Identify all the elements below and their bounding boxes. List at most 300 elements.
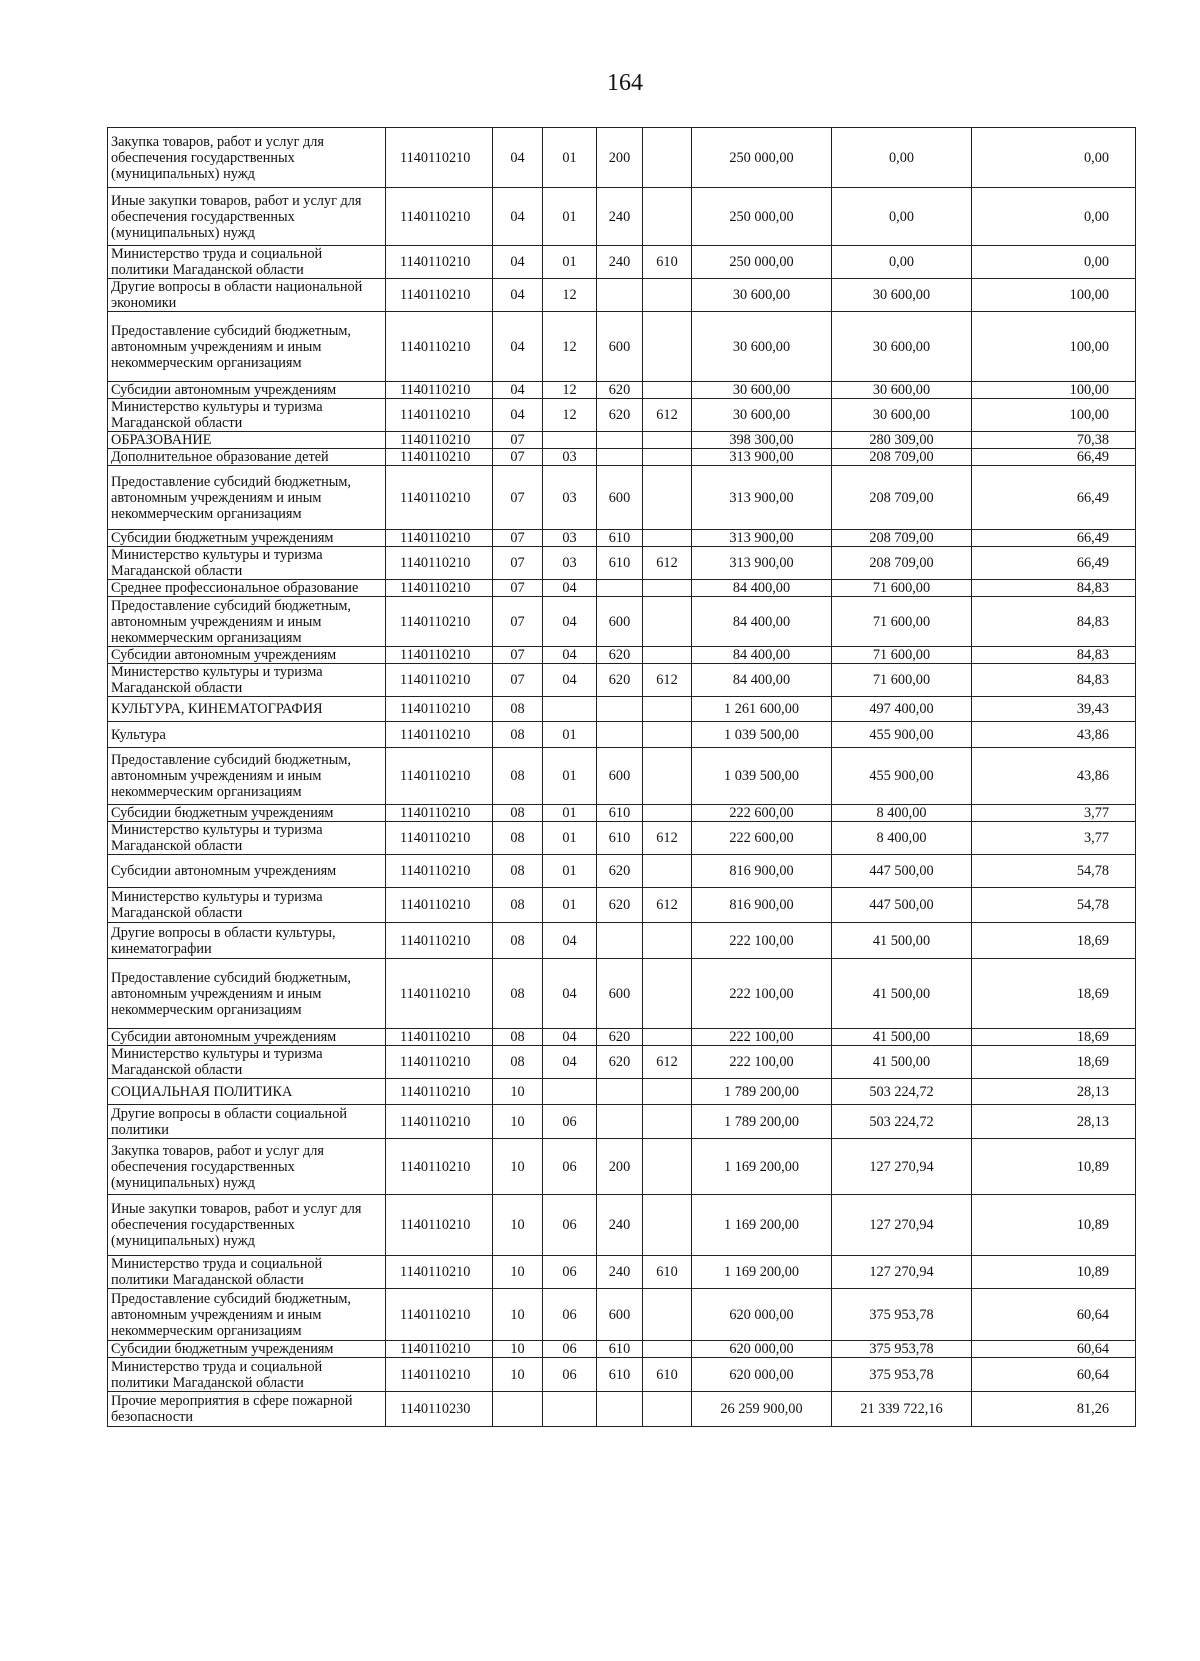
row-expense-type: 620 — [597, 888, 643, 923]
row-ministry-code — [643, 855, 692, 888]
row-code: 1140110210 — [386, 647, 493, 664]
table-row — [108, 1105, 1136, 1139]
row-percent: 39,43 — [972, 697, 1136, 722]
row-ministry-code — [643, 748, 692, 805]
row-ministry-code — [643, 1105, 692, 1139]
row-expense-type: 600 — [597, 466, 643, 530]
row-code: 1140110210 — [386, 888, 493, 923]
row-section: 10 — [493, 1289, 543, 1341]
row-planned: 313 900,00 — [692, 466, 832, 530]
row-ministry-code: 610 — [643, 1256, 692, 1289]
row-name: Министерство труда и социальной политики Магаданской области — [108, 1358, 386, 1392]
row-section: 10 — [493, 1341, 543, 1358]
row-percent: 0,00 — [972, 246, 1136, 279]
row-code: 1140110210 — [386, 188, 493, 246]
row-subsection: 04 — [543, 647, 597, 664]
row-code: 1140110210 — [386, 1358, 493, 1392]
row-ministry-code — [643, 959, 692, 1029]
row-percent: 66,49 — [972, 466, 1136, 530]
row-section: 04 — [493, 188, 543, 246]
row-subsection: 01 — [543, 722, 597, 748]
row-name: Дополнительное образование детей — [108, 449, 386, 466]
row-planned: 30 600,00 — [692, 279, 832, 312]
row-expense-type: 240 — [597, 246, 643, 279]
row-percent: 28,13 — [972, 1079, 1136, 1105]
row-section: 04 — [493, 382, 543, 399]
row-ministry-code — [643, 597, 692, 647]
row-ministry-code — [643, 530, 692, 547]
row-percent: 54,78 — [972, 855, 1136, 888]
row-percent: 0,00 — [972, 128, 1136, 188]
row-name: Предоставление субсидий бюджетным, автономным учреждениям и иным некоммерческим организациям — [108, 748, 386, 805]
table-row — [108, 466, 1136, 530]
table-row — [108, 1195, 1136, 1256]
row-code: 1140110210 — [386, 959, 493, 1029]
row-name: Прочие мероприятия в сфере пожарной безопасности — [108, 1392, 386, 1427]
row-subsection: 06 — [543, 1341, 597, 1358]
row-ministry-code — [643, 923, 692, 959]
row-expense-type: 240 — [597, 1195, 643, 1256]
row-name: Среднее профессиональное образование — [108, 580, 386, 597]
row-planned: 84 400,00 — [692, 597, 832, 647]
row-code: 1140110210 — [386, 399, 493, 432]
row-actual: 375 953,78 — [832, 1341, 972, 1358]
row-section: 08 — [493, 805, 543, 822]
row-percent: 10,89 — [972, 1139, 1136, 1195]
table-row — [108, 1341, 1136, 1358]
row-code: 1140110210 — [386, 1195, 493, 1256]
row-code: 1140110210 — [386, 1105, 493, 1139]
row-section: 04 — [493, 399, 543, 432]
row-name: Субсидии бюджетным учреждениям — [108, 1341, 386, 1358]
row-percent: 0,00 — [972, 188, 1136, 246]
row-actual: 8 400,00 — [832, 805, 972, 822]
row-name: Министерство культуры и туризма Магаданской области — [108, 399, 386, 432]
row-name: КУЛЬТУРА, КИНЕМАТОГРАФИЯ — [108, 697, 386, 722]
row-name: СОЦИАЛЬНАЯ ПОЛИТИКА — [108, 1079, 386, 1105]
row-name: Министерство культуры и туризма Магаданской области — [108, 1046, 386, 1079]
row-percent: 100,00 — [972, 382, 1136, 399]
row-actual: 497 400,00 — [832, 697, 972, 722]
row-actual: 71 600,00 — [832, 597, 972, 647]
row-subsection: 06 — [543, 1289, 597, 1341]
row-subsection: 04 — [543, 959, 597, 1029]
row-percent: 60,64 — [972, 1341, 1136, 1358]
row-percent: 18,69 — [972, 1029, 1136, 1046]
row-code: 1140110210 — [386, 748, 493, 805]
row-percent: 18,69 — [972, 923, 1136, 959]
row-planned: 222 100,00 — [692, 959, 832, 1029]
row-section: 10 — [493, 1139, 543, 1195]
row-name: Министерство культуры и туризма Магаданской области — [108, 547, 386, 580]
row-expense-type — [597, 432, 643, 449]
row-planned: 1 169 200,00 — [692, 1256, 832, 1289]
table-row — [108, 597, 1136, 647]
row-subsection: 01 — [543, 855, 597, 888]
row-code: 1140110210 — [386, 697, 493, 722]
row-section: 07 — [493, 647, 543, 664]
row-subsection: 01 — [543, 246, 597, 279]
row-name: Субсидии автономным учреждениям — [108, 855, 386, 888]
row-actual: 375 953,78 — [832, 1358, 972, 1392]
row-section: 07 — [493, 432, 543, 449]
row-expense-type: 600 — [597, 312, 643, 382]
table-row — [108, 1392, 1136, 1427]
row-expense-type: 600 — [597, 748, 643, 805]
row-ministry-code: 612 — [643, 822, 692, 855]
row-subsection: 01 — [543, 748, 597, 805]
row-planned: 620 000,00 — [692, 1341, 832, 1358]
row-planned: 250 000,00 — [692, 246, 832, 279]
row-planned: 30 600,00 — [692, 312, 832, 382]
row-actual: 30 600,00 — [832, 312, 972, 382]
row-expense-type: 620 — [597, 855, 643, 888]
row-name: Предоставление субсидий бюджетным, автономным учреждениям и иным некоммерческим организациям — [108, 959, 386, 1029]
row-expense-type: 610 — [597, 822, 643, 855]
row-percent: 18,69 — [972, 1046, 1136, 1079]
table-row — [108, 1029, 1136, 1046]
row-actual: 30 600,00 — [832, 399, 972, 432]
row-name: Министерство культуры и туризма Магаданской области — [108, 888, 386, 923]
table-row — [108, 647, 1136, 664]
row-actual: 30 600,00 — [832, 279, 972, 312]
row-expense-type: 600 — [597, 959, 643, 1029]
row-subsection: 01 — [543, 888, 597, 923]
row-expense-type: 610 — [597, 805, 643, 822]
row-ministry-code: 612 — [643, 888, 692, 923]
row-ministry-code — [643, 1341, 692, 1358]
row-expense-type: 620 — [597, 382, 643, 399]
row-section: 04 — [493, 279, 543, 312]
row-actual: 71 600,00 — [832, 647, 972, 664]
row-code: 1140110210 — [386, 279, 493, 312]
row-actual: 127 270,94 — [832, 1139, 972, 1195]
row-section: 04 — [493, 312, 543, 382]
row-code: 1140110230 — [386, 1392, 493, 1427]
table-row — [108, 449, 1136, 466]
row-expense-type: 610 — [597, 530, 643, 547]
row-ministry-code: 612 — [643, 547, 692, 580]
row-percent: 100,00 — [972, 399, 1136, 432]
row-ministry-code — [643, 432, 692, 449]
row-ministry-code — [643, 722, 692, 748]
row-subsection — [543, 432, 597, 449]
row-section: 07 — [493, 547, 543, 580]
row-percent: 60,64 — [972, 1289, 1136, 1341]
row-section: 08 — [493, 1029, 543, 1046]
row-subsection: 04 — [543, 664, 597, 697]
row-actual: 8 400,00 — [832, 822, 972, 855]
row-actual: 503 224,72 — [832, 1079, 972, 1105]
row-percent: 100,00 — [972, 279, 1136, 312]
row-section: 08 — [493, 822, 543, 855]
row-ministry-code: 610 — [643, 1358, 692, 1392]
row-percent: 100,00 — [972, 312, 1136, 382]
row-actual: 41 500,00 — [832, 959, 972, 1029]
row-name: Другие вопросы в области национальной экономики — [108, 279, 386, 312]
row-subsection: 04 — [543, 580, 597, 597]
row-subsection: 01 — [543, 805, 597, 822]
row-actual: 71 600,00 — [832, 664, 972, 697]
row-name: Министерство культуры и туризма Магаданской области — [108, 822, 386, 855]
row-subsection: 06 — [543, 1358, 597, 1392]
row-subsection — [543, 1079, 597, 1105]
row-ministry-code — [643, 1079, 692, 1105]
row-planned: 313 900,00 — [692, 547, 832, 580]
row-subsection: 04 — [543, 1029, 597, 1046]
row-section: 08 — [493, 888, 543, 923]
row-section: 10 — [493, 1256, 543, 1289]
row-percent: 18,69 — [972, 959, 1136, 1029]
row-subsection: 06 — [543, 1195, 597, 1256]
row-section — [493, 1392, 543, 1427]
table-row — [108, 1256, 1136, 1289]
row-name: Иные закупки товаров, работ и услуг для обеспечения государственных (муниципальных) нужд — [108, 188, 386, 246]
row-expense-type: 200 — [597, 1139, 643, 1195]
row-actual: 208 709,00 — [832, 547, 972, 580]
row-percent: 43,86 — [972, 748, 1136, 805]
row-name: Иные закупки товаров, работ и услуг для обеспечения государственных (муниципальных) нужд — [108, 1195, 386, 1256]
table-row — [108, 246, 1136, 279]
row-expense-type: 620 — [597, 647, 643, 664]
row-expense-type: 240 — [597, 188, 643, 246]
row-section: 07 — [493, 466, 543, 530]
row-subsection — [543, 1392, 597, 1427]
row-code: 1140110210 — [386, 1289, 493, 1341]
row-expense-type — [597, 1392, 643, 1427]
row-section: 08 — [493, 959, 543, 1029]
row-subsection: 06 — [543, 1256, 597, 1289]
row-name: Закупка товаров, работ и услуг для обеспечения государственных (муниципальных) нужд — [108, 128, 386, 188]
table-row — [108, 1358, 1136, 1392]
row-actual: 447 500,00 — [832, 855, 972, 888]
row-actual: 375 953,78 — [832, 1289, 972, 1341]
row-subsection: 01 — [543, 822, 597, 855]
row-name: Министерство труда и социальной политики Магаданской области — [108, 1256, 386, 1289]
row-name: Субсидии автономным учреждениям — [108, 382, 386, 399]
row-planned: 313 900,00 — [692, 449, 832, 466]
row-planned: 620 000,00 — [692, 1289, 832, 1341]
table-row — [108, 888, 1136, 923]
row-ministry-code — [643, 449, 692, 466]
row-expense-type: 610 — [597, 547, 643, 580]
row-ministry-code — [643, 1289, 692, 1341]
row-percent: 28,13 — [972, 1105, 1136, 1139]
row-percent: 66,49 — [972, 547, 1136, 580]
row-name: Предоставление субсидий бюджетным, автономным учреждениям и иным некоммерческим организациям — [108, 466, 386, 530]
row-planned: 30 600,00 — [692, 382, 832, 399]
row-ministry-code — [643, 1392, 692, 1427]
row-percent: 54,78 — [972, 888, 1136, 923]
budget-table — [107, 127, 1136, 1427]
row-percent: 66,49 — [972, 530, 1136, 547]
row-section: 07 — [493, 664, 543, 697]
row-section: 10 — [493, 1358, 543, 1392]
table-row — [108, 855, 1136, 888]
row-code: 1140110210 — [386, 246, 493, 279]
page-number: 164 — [607, 70, 643, 96]
row-planned: 222 600,00 — [692, 822, 832, 855]
row-ministry-code — [643, 580, 692, 597]
row-actual: 0,00 — [832, 128, 972, 188]
row-ministry-code — [643, 188, 692, 246]
row-section: 08 — [493, 1046, 543, 1079]
row-expense-type: 610 — [597, 1341, 643, 1358]
table-row — [108, 432, 1136, 449]
row-ministry-code — [643, 382, 692, 399]
row-code: 1140110210 — [386, 1256, 493, 1289]
row-expense-type: 240 — [597, 1256, 643, 1289]
table-row — [108, 382, 1136, 399]
row-percent: 66,49 — [972, 449, 1136, 466]
row-ministry-code — [643, 466, 692, 530]
row-expense-type — [597, 697, 643, 722]
row-code: 1140110210 — [386, 466, 493, 530]
row-planned: 816 900,00 — [692, 888, 832, 923]
row-ministry-code — [643, 805, 692, 822]
row-ministry-code: 612 — [643, 399, 692, 432]
row-name: Предоставление субсидий бюджетным, автономным учреждениям и иным некоммерческим организациям — [108, 312, 386, 382]
row-name: Предоставление субсидий бюджетным, автономным учреждениям и иным некоммерческим организациям — [108, 597, 386, 647]
row-code: 1140110210 — [386, 547, 493, 580]
row-subsection: 03 — [543, 449, 597, 466]
row-percent: 81,26 — [972, 1392, 1136, 1427]
row-code: 1140110210 — [386, 805, 493, 822]
row-subsection: 04 — [543, 597, 597, 647]
row-expense-type: 620 — [597, 399, 643, 432]
table-row — [108, 664, 1136, 697]
row-code: 1140110210 — [386, 580, 493, 597]
row-percent: 43,86 — [972, 722, 1136, 748]
row-percent: 70,38 — [972, 432, 1136, 449]
row-section: 07 — [493, 530, 543, 547]
row-name: Министерство труда и социальной политики Магаданской области — [108, 246, 386, 279]
table-row — [108, 959, 1136, 1029]
row-name: ОБРАЗОВАНИЕ — [108, 432, 386, 449]
row-section: 10 — [493, 1105, 543, 1139]
row-code: 1140110210 — [386, 855, 493, 888]
row-name: Предоставление субсидий бюджетным, автономным учреждениям и иным некоммерческим организациям — [108, 1289, 386, 1341]
row-code: 1140110210 — [386, 822, 493, 855]
table-row — [108, 312, 1136, 382]
row-actual: 41 500,00 — [832, 1046, 972, 1079]
row-name: Министерство культуры и туризма Магаданской области — [108, 664, 386, 697]
row-code: 1140110210 — [386, 530, 493, 547]
row-subsection: 06 — [543, 1139, 597, 1195]
table-row — [108, 1139, 1136, 1195]
row-planned: 30 600,00 — [692, 399, 832, 432]
row-actual: 208 709,00 — [832, 449, 972, 466]
table-row — [108, 188, 1136, 246]
row-code: 1140110210 — [386, 664, 493, 697]
row-section: 10 — [493, 1079, 543, 1105]
row-expense-type: 200 — [597, 128, 643, 188]
row-section: 10 — [493, 1195, 543, 1256]
row-ministry-code — [643, 279, 692, 312]
row-planned: 1 169 200,00 — [692, 1195, 832, 1256]
table-row — [108, 923, 1136, 959]
row-subsection: 12 — [543, 279, 597, 312]
row-code: 1140110210 — [386, 1341, 493, 1358]
row-section: 08 — [493, 923, 543, 959]
row-expense-type — [597, 580, 643, 597]
row-subsection: 12 — [543, 382, 597, 399]
row-planned: 398 300,00 — [692, 432, 832, 449]
row-actual: 503 224,72 — [832, 1105, 972, 1139]
row-actual: 127 270,94 — [832, 1256, 972, 1289]
row-planned: 84 400,00 — [692, 647, 832, 664]
row-code: 1140110210 — [386, 312, 493, 382]
row-planned: 84 400,00 — [692, 664, 832, 697]
row-name: Другие вопросы в области социальной политики — [108, 1105, 386, 1139]
row-section: 08 — [493, 697, 543, 722]
row-planned: 1 039 500,00 — [692, 722, 832, 748]
row-section: 08 — [493, 855, 543, 888]
table-row — [108, 1079, 1136, 1105]
row-percent: 60,64 — [972, 1358, 1136, 1392]
row-name: Закупка товаров, работ и услуг для обеспечения государственных (муниципальных) нужд — [108, 1139, 386, 1195]
row-percent: 84,83 — [972, 647, 1136, 664]
row-planned: 222 100,00 — [692, 1029, 832, 1046]
row-subsection: 01 — [543, 188, 597, 246]
row-expense-type — [597, 722, 643, 748]
row-actual: 455 900,00 — [832, 722, 972, 748]
row-planned: 620 000,00 — [692, 1358, 832, 1392]
row-ministry-code — [643, 697, 692, 722]
table-row — [108, 547, 1136, 580]
row-ministry-code: 612 — [643, 664, 692, 697]
row-percent: 84,83 — [972, 597, 1136, 647]
row-section: 07 — [493, 580, 543, 597]
row-name: Субсидии бюджетным учреждениям — [108, 530, 386, 547]
row-planned: 1 789 200,00 — [692, 1079, 832, 1105]
row-code: 1140110210 — [386, 923, 493, 959]
table-row — [108, 580, 1136, 597]
row-expense-type: 600 — [597, 597, 643, 647]
row-planned: 250 000,00 — [692, 128, 832, 188]
row-planned: 84 400,00 — [692, 580, 832, 597]
row-expense-type: 610 — [597, 1358, 643, 1392]
row-subsection: 01 — [543, 128, 597, 188]
row-subsection: 04 — [543, 923, 597, 959]
row-code: 1140110210 — [386, 128, 493, 188]
table-row — [108, 1289, 1136, 1341]
row-actual: 208 709,00 — [832, 466, 972, 530]
row-expense-type — [597, 449, 643, 466]
table-row — [108, 805, 1136, 822]
row-percent: 10,89 — [972, 1195, 1136, 1256]
row-ministry-code — [643, 1029, 692, 1046]
row-code: 1140110210 — [386, 432, 493, 449]
row-name: Субсидии бюджетным учреждениям — [108, 805, 386, 822]
row-subsection: 12 — [543, 399, 597, 432]
row-code: 1140110210 — [386, 1029, 493, 1046]
row-ministry-code: 610 — [643, 246, 692, 279]
row-planned: 1 261 600,00 — [692, 697, 832, 722]
row-percent: 3,77 — [972, 805, 1136, 822]
row-percent: 84,83 — [972, 664, 1136, 697]
row-planned: 250 000,00 — [692, 188, 832, 246]
row-subsection: 03 — [543, 466, 597, 530]
table-row — [108, 697, 1136, 722]
row-code: 1140110210 — [386, 449, 493, 466]
row-percent: 10,89 — [972, 1256, 1136, 1289]
row-name: Другие вопросы в области культуры, кинематографии — [108, 923, 386, 959]
row-actual: 280 309,00 — [832, 432, 972, 449]
row-planned: 1 039 500,00 — [692, 748, 832, 805]
row-ministry-code — [643, 312, 692, 382]
row-code: 1140110210 — [386, 1139, 493, 1195]
